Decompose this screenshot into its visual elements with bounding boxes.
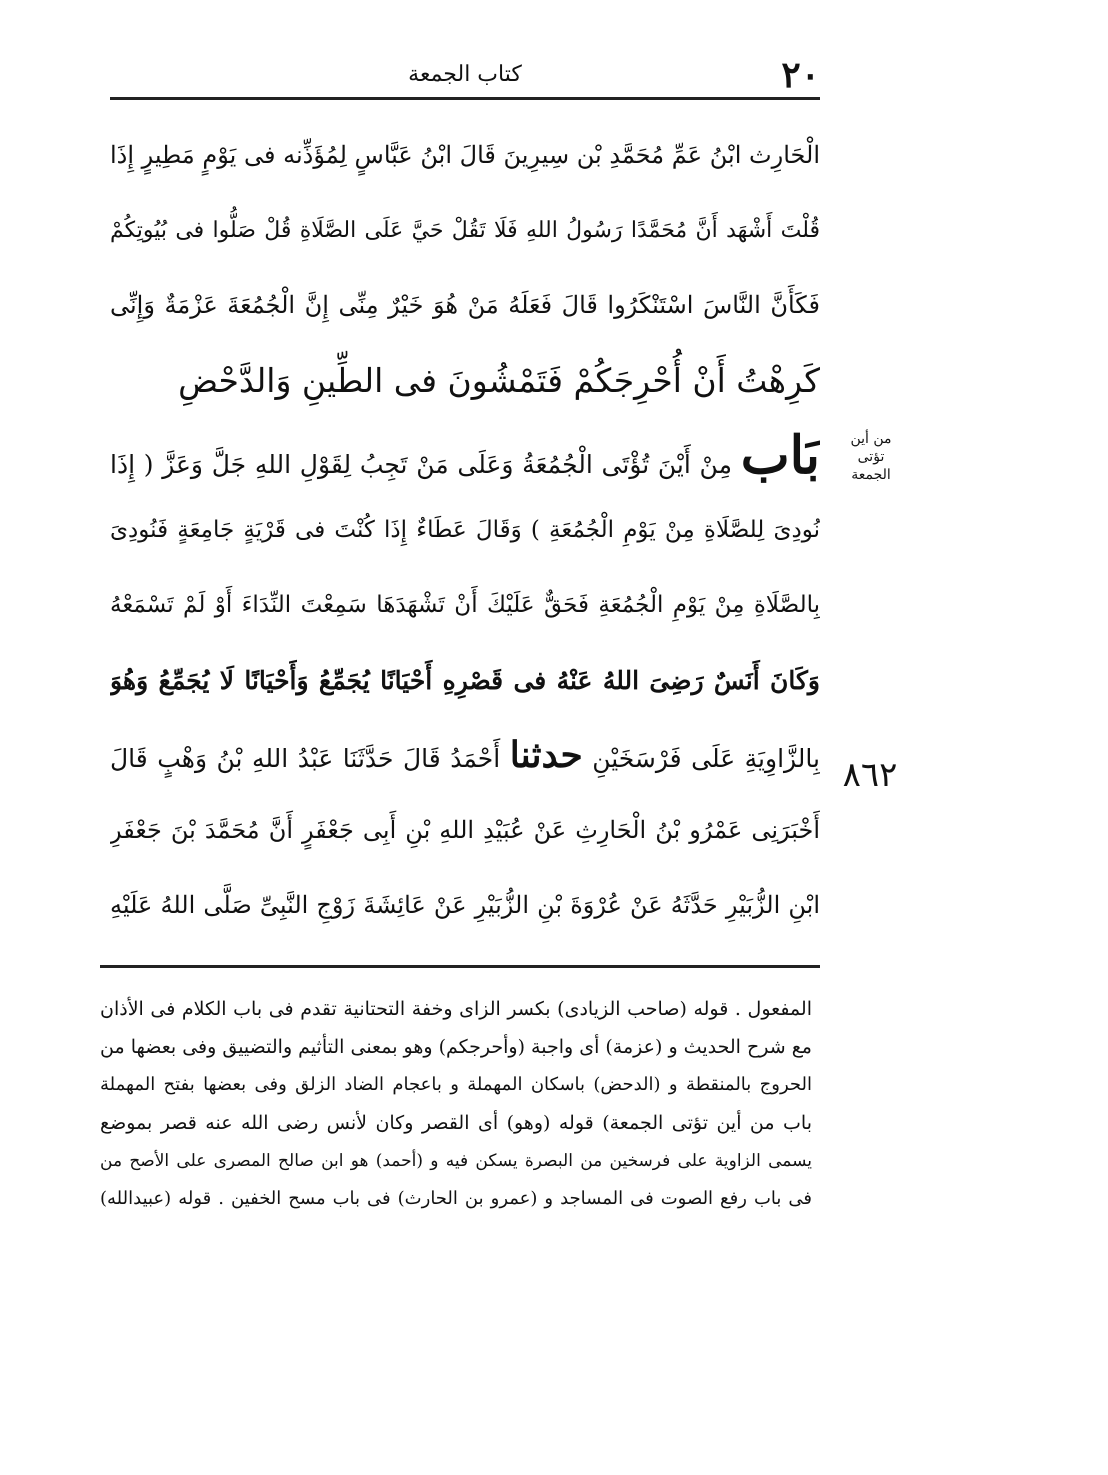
footnote-line: مع شرح الحديث و (عزمة) أى واجبة (وأحرجكم) وهو بمعنى التأثيم والتضييق وفى بعضها من: [100, 1036, 812, 1058]
text-line: ابْنِ الزُّبَيْرِ حَدَّثَهُ عَنْ عُرْوَةَ بْنِ الزُّبَيْرِ عَنْ عَائِشَةَ زَوْجِ النَّبِىِّ صَلَّى اللهُ عَلَيْهِ: [110, 891, 820, 919]
footnote-line: باب من أين تؤتى الجمعة) قوله (وهو) أى القصر وكان لأنس رضى الله عنه قصر بموضع: [100, 1112, 812, 1134]
haddathana-word: حدثنا: [509, 734, 583, 776]
bab-heading-line: [110, 418, 820, 493]
hadith-line-end: أَحْمَدُ قَالَ حَدَّثَنَا عَبْدُ اللهِ بْنُ وَهْبٍ قَالَ: [110, 744, 501, 773]
text-line: الْحَارِث ابْنُ عَمِّ مُحَمَّدِ بْن سِيرِينَ قَالَ ابْنُ عَبَّاسٍ لِمُؤَذِّنه فى يَوْمٍ مَطِيرٍ إِذَا: [110, 141, 820, 169]
footnote-line: يسمى الزاوية على فرسخين من البصرة يسكن فيه و (أحمد) هو ابن صالح المصرى على الأصح من: [100, 1151, 812, 1171]
main-text: [110, 118, 820, 943]
footnote-line: الحروج بالمنقطة و (الدحض) باسكان المهملة و باعجام الضاد الزلق وفى بعضها بفتح المهملة: [100, 1074, 812, 1095]
footnotes: [100, 990, 812, 1218]
page-number: ٢٠: [781, 54, 820, 96]
text-line: أَخْبَرَنِى عَمْرُو بْنُ الْحَارِثِ عَنْ عُبَيْدِ اللهِ بْنِ أَبِى جَعْفَرٍ أَنَّ مُحَمَّدَ بْنَ جَعْفَرِ: [110, 816, 820, 844]
footnote-line: فى باب رفع الصوت فى المساجد و (عمرو بن الحارث) فى باب مسح الخفين . قوله (عبيدالله): [100, 1188, 812, 1209]
footnote-line: المفعول . قوله (صاحب الزيادى) بكسر الزاى وخفة التحتانية تقدم فى باب الكلام فى الأذان: [100, 998, 812, 1020]
text-line: فَكَأَنَّ النَّاسَ اسْتَنْكَرُوا قَالَ فَعَلَهُ مَنْ هُوَ خَيْرٌ مِنِّى إِنَّ الْجُمُعَةَ عَزْمَةٌ وَإِنِّى: [110, 291, 820, 319]
bab-word: بَاب: [740, 425, 820, 486]
page-header: [110, 55, 820, 95]
margin-note: من أين تؤتى الجمعة: [850, 431, 892, 483]
hadith-start-line: [110, 718, 820, 793]
footnote-rule: [100, 965, 820, 968]
text-line: وَكَانَ أَنَسٌ رَضِىَ اللهُ عَنْهُ فى قَصْرِهِ أَحْيَانًا يُجَمِّعُ وَأَحْيَانًا لَا يُجَمِّعُ وَهُوَ: [110, 666, 820, 695]
bab-title: مِنْ أَيْنَ تُؤْتَى الْجُمُعَةُ وَعَلَى مَنْ تَجِبُ لِقَوْلِ اللهِ جَلَّ وَعَزَّ ( إِذَا: [110, 450, 732, 479]
hadith-line-start: بِالزَّاوِيَةِ عَلَى فَرْسَخَيْنِ: [592, 744, 820, 773]
book-title: كتاب الجمعة: [408, 62, 522, 87]
text-line: قُلْتَ أَشْهَد أَنَّ مُحَمَّدًا رَسُولُ اللهِ فَلَا تَقُلْ حَيَّ عَلَى الصَّلَاةِ قُلْ صَلُّوا فى بُيُوتِكُمْ: [110, 218, 820, 243]
hadith-number: ٨٦٢: [842, 755, 898, 795]
text-line: بِالصَّلَاةِ مِنْ يَوْمِ الْجُمُعَةِ فَحَقٌّ عَلَيْكَ أَنْ تَشْهَدَهَا سَمِعْتَ النِّدَاءَ أَوْ لَمْ تَسْمَعْهُ: [110, 592, 820, 618]
text-line: كَرِهْتُ أَنْ أُحْرِجَكُمْ فَتَمْشُونَ فى الطِّينِ وَالدَّحْضِ: [178, 361, 820, 400]
text-line: نُودِىَ لِلصَّلَاةِ مِنْ يَوْمِ الْجُمُعَةِ ) وَقَالَ عَطَاءٌ إِذَا كُنْتَ فى قَرْيَةٍ جَامِعَةٍ فَنُودِىَ: [110, 517, 820, 543]
header-rule: [110, 97, 820, 100]
